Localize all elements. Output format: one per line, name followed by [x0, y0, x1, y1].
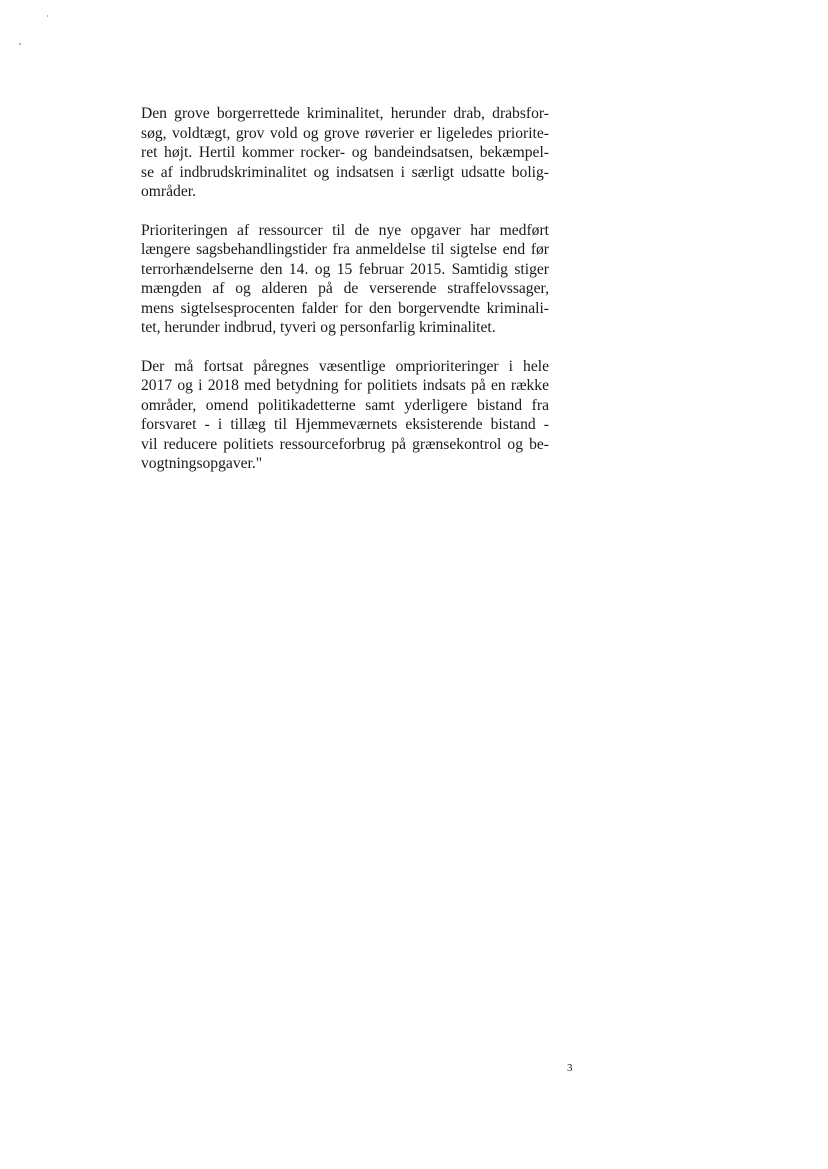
text-line: områder. — [141, 183, 196, 200]
text-line: tet, herunder indbrud, tyveri og personfarlig kriminalitet. — [141, 319, 496, 336]
text-line: ret højt. Hertil kommer rocker- og bandeindsatsen, bekæmpel- — [141, 144, 549, 161]
text-line: se af indbrudskriminalitet og indsatsen i særligt udsatte bolig- — [141, 163, 549, 181]
page-number: 3 — [567, 1062, 573, 1074]
text-line: Den grove borgerrettede kriminalitet, herunder drab, drabsfor- — [141, 105, 549, 122]
text-line: Prioriteringen af ressourcer til de nye opgaver har medført — [141, 221, 549, 239]
text-line: forsvaret - i tillæg til Hjemmeværnets eksisterende bistand - — [141, 416, 549, 433]
text-line: terrorhændelserne den 14. og 15 februar 2015. Samtidig stiger — [141, 260, 549, 278]
text-line: længere sagsbehandlingstider fra anmeldelse til sigtelse end før — [141, 241, 549, 258]
text-line: mængden af og alderen på de verserende straffelovssager, — [141, 280, 549, 297]
text-line: søg, voldtægt, grov vold og grove røverier er ligeledes priorite- — [141, 124, 549, 142]
text-line: Der må fortsat påregnes væsentlige omprioriteringer i hele — [141, 357, 549, 375]
scan-speck — [47, 15, 48, 17]
text-line: mens sigtelsesprocenten falder for den borgervendte kriminali- — [141, 299, 549, 317]
text-line: 2017 og i 2018 med betydning for politiets indsats på en række — [141, 377, 549, 394]
paragraph-3 — [141, 357, 549, 474]
text-line: vogtningsopgaver." — [141, 455, 263, 472]
text-line: vil reducere politiets ressourceforbrug på grænsekontrol og be- — [141, 435, 549, 453]
text-line: områder, omend politikadetterne samt yderligere bistand fra — [141, 396, 549, 414]
paragraph-2 — [141, 221, 549, 338]
document-body — [141, 104, 549, 474]
paragraph-1 — [141, 104, 549, 202]
scan-speck — [19, 43, 21, 45]
